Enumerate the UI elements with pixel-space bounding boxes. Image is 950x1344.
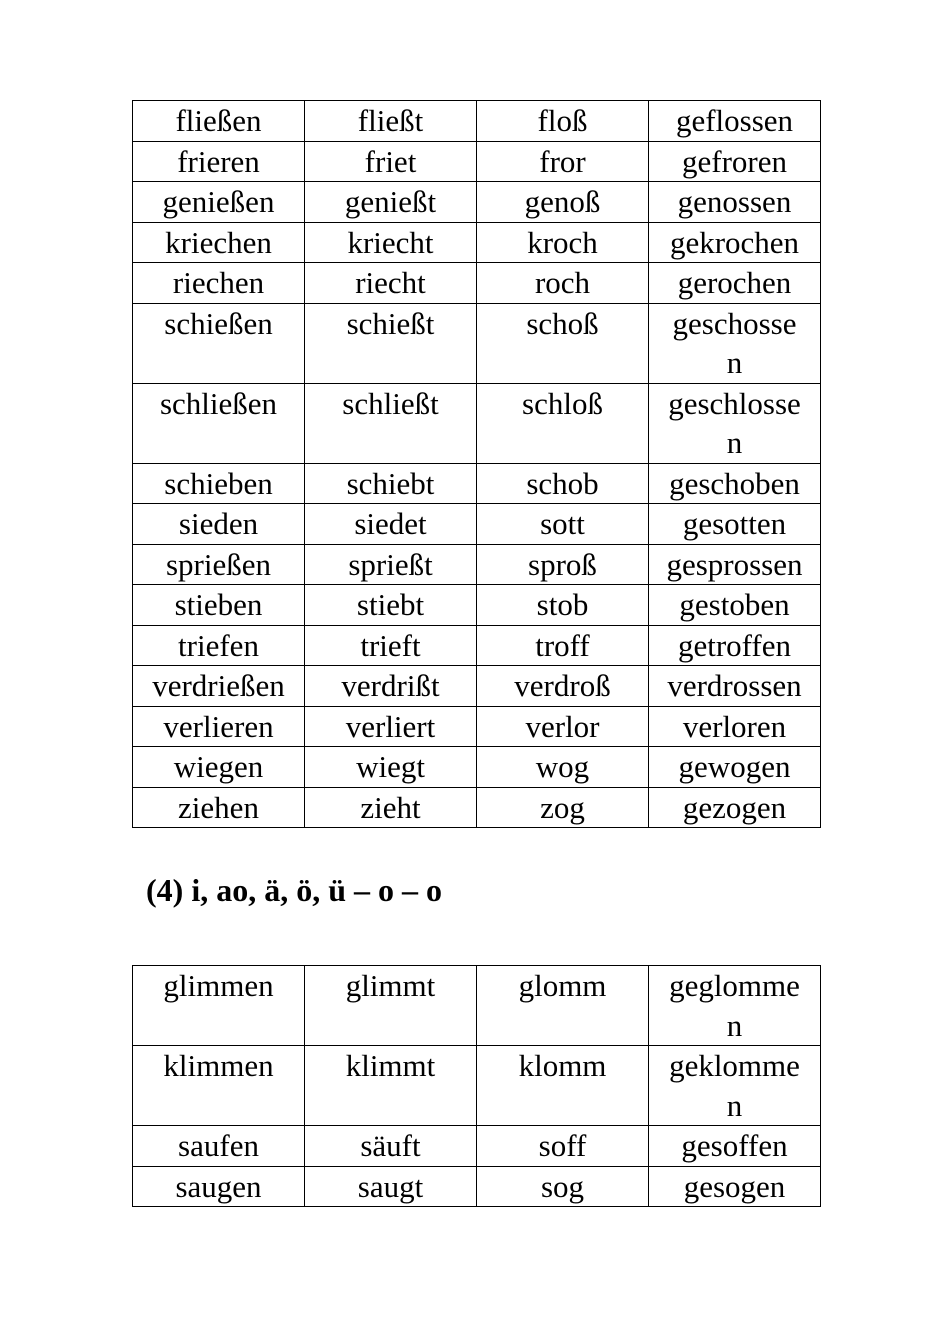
table-row <box>133 463 821 504</box>
table-row <box>133 182 821 223</box>
table-row <box>133 585 821 626</box>
verb-table-2 <box>132 965 821 1207</box>
verb-cell-preterite: kroch <box>477 222 649 263</box>
verb-cell-preterite: sproß <box>477 544 649 585</box>
verb-cell-participle: gesogen <box>649 1166 821 1207</box>
verb-cell-preterite: stob <box>477 585 649 626</box>
verb-cell-preterite: glomm <box>477 966 649 1046</box>
verb-cell-participle: gesotten <box>649 504 821 545</box>
verb-cell-preterite: schoß <box>477 303 649 383</box>
verb-cell-preterite: schob <box>477 463 649 504</box>
table-row <box>133 101 821 142</box>
verb-cell-present-3sg: sprießt <box>305 544 477 585</box>
table-row <box>133 625 821 666</box>
verb-cell-infinitive: verlieren <box>133 706 305 747</box>
table-row <box>133 222 821 263</box>
verb-cell-infinitive: wiegen <box>133 747 305 788</box>
verb-cell-infinitive: sieden <box>133 504 305 545</box>
verb-cell-infinitive: triefen <box>133 625 305 666</box>
verb-cell-preterite: verlor <box>477 706 649 747</box>
table-row <box>133 966 821 1046</box>
table-row <box>133 544 821 585</box>
verb-cell-participle: gekrochen <box>649 222 821 263</box>
verb-cell-preterite: klomm <box>477 1046 649 1126</box>
table-row <box>133 504 821 545</box>
verb-cell-participle: genossen <box>649 182 821 223</box>
verb-cell-infinitive: schließen <box>133 383 305 463</box>
verb-cell-infinitive: glimmen <box>133 966 305 1046</box>
verb-cell-infinitive: riechen <box>133 263 305 304</box>
verb-cell-infinitive: sprießen <box>133 544 305 585</box>
table-row <box>133 787 821 828</box>
verb-cell-present-3sg: kriecht <box>305 222 477 263</box>
section-heading: (4) i, ao, ä, ö, ü – o – o <box>146 872 442 908</box>
verb-cell-participle: gezogen <box>649 787 821 828</box>
verb-cell-participle: verloren <box>649 706 821 747</box>
verb-cell-infinitive: saufen <box>133 1126 305 1167</box>
verb-cell-present-3sg: fließt <box>305 101 477 142</box>
verb-cell-participle: getroffen <box>649 625 821 666</box>
verb-cell-preterite: zog <box>477 787 649 828</box>
verb-cell-present-3sg: riecht <box>305 263 477 304</box>
verb-cell-infinitive: fließen <box>133 101 305 142</box>
verb-cell-infinitive: klimmen <box>133 1046 305 1126</box>
verb-cell-present-3sg: verdrißt <box>305 666 477 707</box>
verb-cell-participle: geglomme n <box>649 966 821 1046</box>
verb-cell-present-3sg: säuft <box>305 1126 477 1167</box>
verb-cell-preterite: schloß <box>477 383 649 463</box>
table-row <box>133 383 821 463</box>
verb-cell-present-3sg: zieht <box>305 787 477 828</box>
verb-cell-infinitive: schieben <box>133 463 305 504</box>
verb-cell-present-3sg: schießt <box>305 303 477 383</box>
verb-cell-preterite: roch <box>477 263 649 304</box>
verb-cell-present-3sg: stiebt <box>305 585 477 626</box>
verb-cell-present-3sg: siedet <box>305 504 477 545</box>
table-row <box>133 141 821 182</box>
verb-cell-preterite: floß <box>477 101 649 142</box>
verb-cell-participle: geschosse n <box>649 303 821 383</box>
verb-cell-preterite: fror <box>477 141 649 182</box>
verb-cell-preterite: wog <box>477 747 649 788</box>
verb-cell-present-3sg: saugt <box>305 1166 477 1207</box>
verb-cell-preterite: troff <box>477 625 649 666</box>
verb-cell-participle: geklomme n <box>649 1046 821 1126</box>
table-row <box>133 1046 821 1126</box>
table-row <box>133 1166 821 1207</box>
table-row <box>133 666 821 707</box>
verb-cell-infinitive: saugen <box>133 1166 305 1207</box>
verb-cell-preterite: soff <box>477 1126 649 1167</box>
verb-cell-present-3sg: verliert <box>305 706 477 747</box>
verb-cell-preterite: genoß <box>477 182 649 223</box>
verb-cell-present-3sg: genießt <box>305 182 477 223</box>
verb-cell-participle: gerochen <box>649 263 821 304</box>
verb-cell-participle: gesprossen <box>649 544 821 585</box>
verb-cell-participle: gewogen <box>649 747 821 788</box>
verb-cell-participle: geschlosse n <box>649 383 821 463</box>
table-row <box>133 263 821 304</box>
verb-cell-infinitive: verdrießen <box>133 666 305 707</box>
verb-cell-participle: verdrossen <box>649 666 821 707</box>
verb-cell-infinitive: ziehen <box>133 787 305 828</box>
table-row <box>133 303 821 383</box>
verb-table-1 <box>132 100 821 828</box>
verb-cell-present-3sg: trieft <box>305 625 477 666</box>
verb-cell-present-3sg: klimmt <box>305 1046 477 1126</box>
verb-cell-present-3sg: friet <box>305 141 477 182</box>
table-row <box>133 747 821 788</box>
verb-cell-present-3sg: glimmt <box>305 966 477 1046</box>
verb-cell-present-3sg: schließt <box>305 383 477 463</box>
verb-table-2-body <box>133 966 821 1207</box>
verb-cell-preterite: sott <box>477 504 649 545</box>
verb-cell-participle: geschoben <box>649 463 821 504</box>
verb-cell-infinitive: frieren <box>133 141 305 182</box>
verb-cell-participle: gestoben <box>649 585 821 626</box>
verb-cell-participle: gesoffen <box>649 1126 821 1167</box>
verb-cell-present-3sg: wiegt <box>305 747 477 788</box>
verb-cell-infinitive: schießen <box>133 303 305 383</box>
verb-table-1-body <box>133 101 821 828</box>
verb-cell-participle: geflossen <box>649 101 821 142</box>
table-row <box>133 1126 821 1167</box>
verb-cell-infinitive: kriechen <box>133 222 305 263</box>
verb-cell-present-3sg: schiebt <box>305 463 477 504</box>
verb-cell-infinitive: stieben <box>133 585 305 626</box>
table-row <box>133 706 821 747</box>
verb-cell-preterite: sog <box>477 1166 649 1207</box>
verb-cell-participle: gefroren <box>649 141 821 182</box>
verb-cell-preterite: verdroß <box>477 666 649 707</box>
verb-cell-infinitive: genießen <box>133 182 305 223</box>
